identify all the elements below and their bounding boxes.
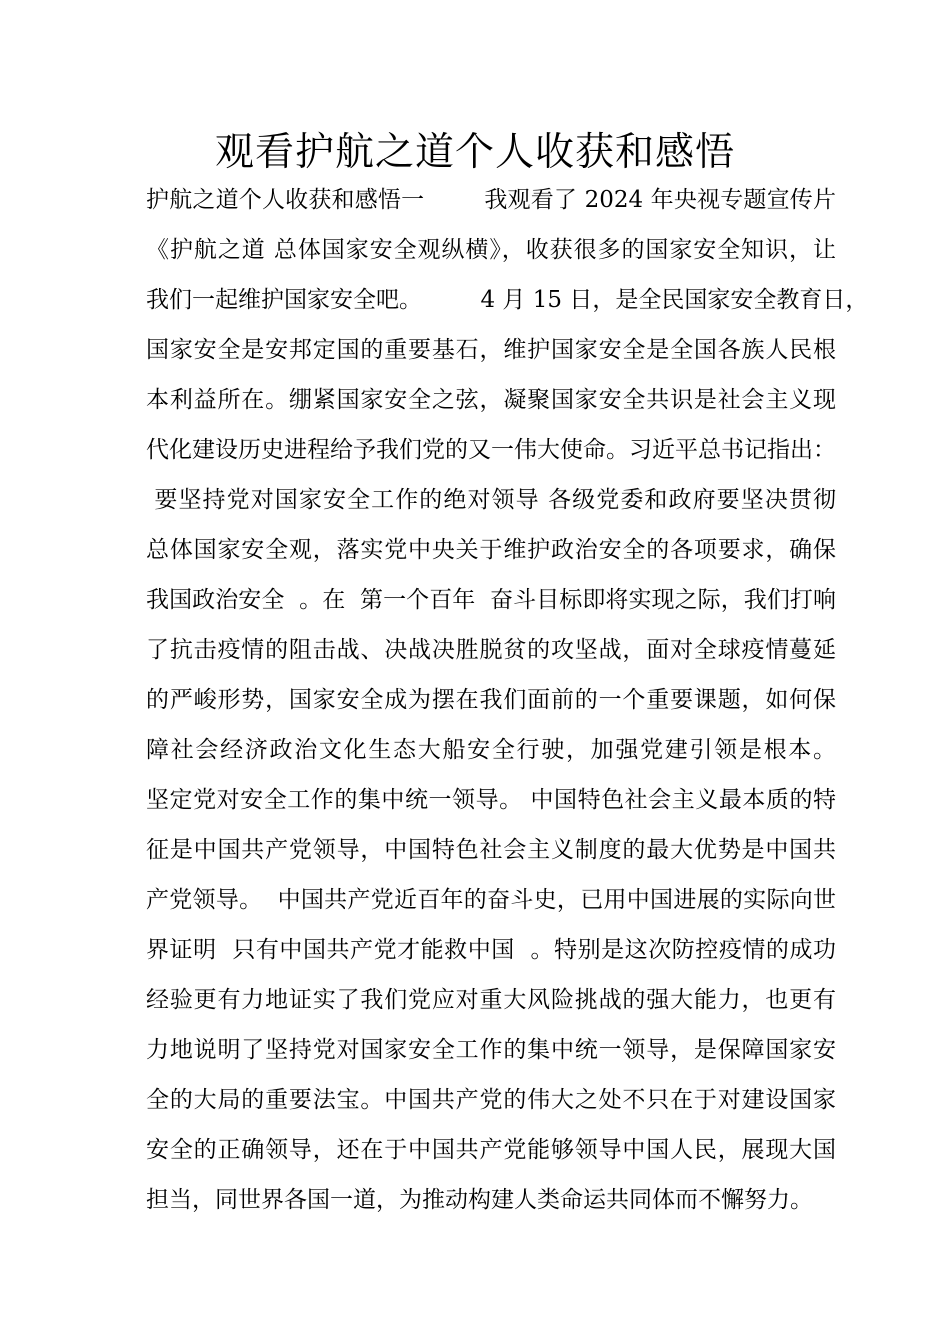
body-line: 我国政治安全 。在 第一个百年 奋斗目标即将实现之际，我们打响 (146, 587, 836, 613)
document-title: 观看护航之道个人收获和感悟 (214, 130, 735, 175)
body-line: 经验更有力地证实了我们党应对重大风险挑战的强大能力，也更有 (146, 987, 836, 1013)
body-line: 《护航之道 总体国家安全观纵横》，收获很多的国家安全知识，让 (146, 237, 836, 263)
body-line: 担当，同世界各国一道，为推动构建人类命运共同体而不懈努力。 (146, 1187, 813, 1213)
body-line: 的严峻形势，国家安全成为摆在我们面前的一个重要课题，如何保 (146, 687, 836, 713)
body-line: 总体国家安全观，落实党中央关于维护政治安全的各项要求，确保 (146, 537, 836, 563)
body-line: 要坚持党对国家安全工作的绝对领导 各级党委和政府要坚决贯彻 (146, 487, 836, 513)
body-line: 障社会经济政治文化生态大船安全行驶，加强党建引领是根本。 (146, 737, 836, 763)
body-line: 力地说明了坚持党对国家安全工作的集中统一领导，是保障国家安 (146, 1037, 836, 1063)
body-line: 坚定党对安全工作的集中统一领导。 中国特色社会主义最本质的特 (146, 787, 836, 813)
body-line: 我们一起维护国家安全吧。 4 月 15 日，是全民国家安全教育日， (146, 287, 869, 313)
body-line: 征是中国共产党领导，中国特色社会主义制度的最大优势是中国共 (146, 837, 836, 863)
body-line: 本利益所在。绷紧国家安全之弦，凝聚国家安全共识是社会主义现 (146, 387, 836, 413)
body-line: 护航之道个人收获和感悟一 我观看了 2024 年央视专题宣传片 (146, 187, 836, 213)
body-line: 国家安全是安邦定国的重要基石，维护国家安全是全国各族人民根 (146, 337, 836, 363)
body-line: 了抗击疫情的阻击战、决战决胜脱贫的攻坚战，面对全球疫情蔓延 (146, 637, 836, 663)
body-line: 界证明 只有中国共产党才能救中国 。特别是这次防控疫情的成功 (146, 937, 836, 963)
body-line: 代化建设历史进程给予我们党的又一伟大使命。习近平总书记指出： (146, 437, 836, 463)
body-line: 全的大局的重要法宝。中国共产党的伟大之处不只在于对建设国家 (146, 1087, 836, 1113)
body-line: 产党领导。 中国共产党近百年的奋斗史，已用中国进展的实际向世 (146, 887, 836, 913)
body-line: 安全的正确领导，还在于中国共产党能够领导中国人民，展现大国 (146, 1137, 836, 1163)
